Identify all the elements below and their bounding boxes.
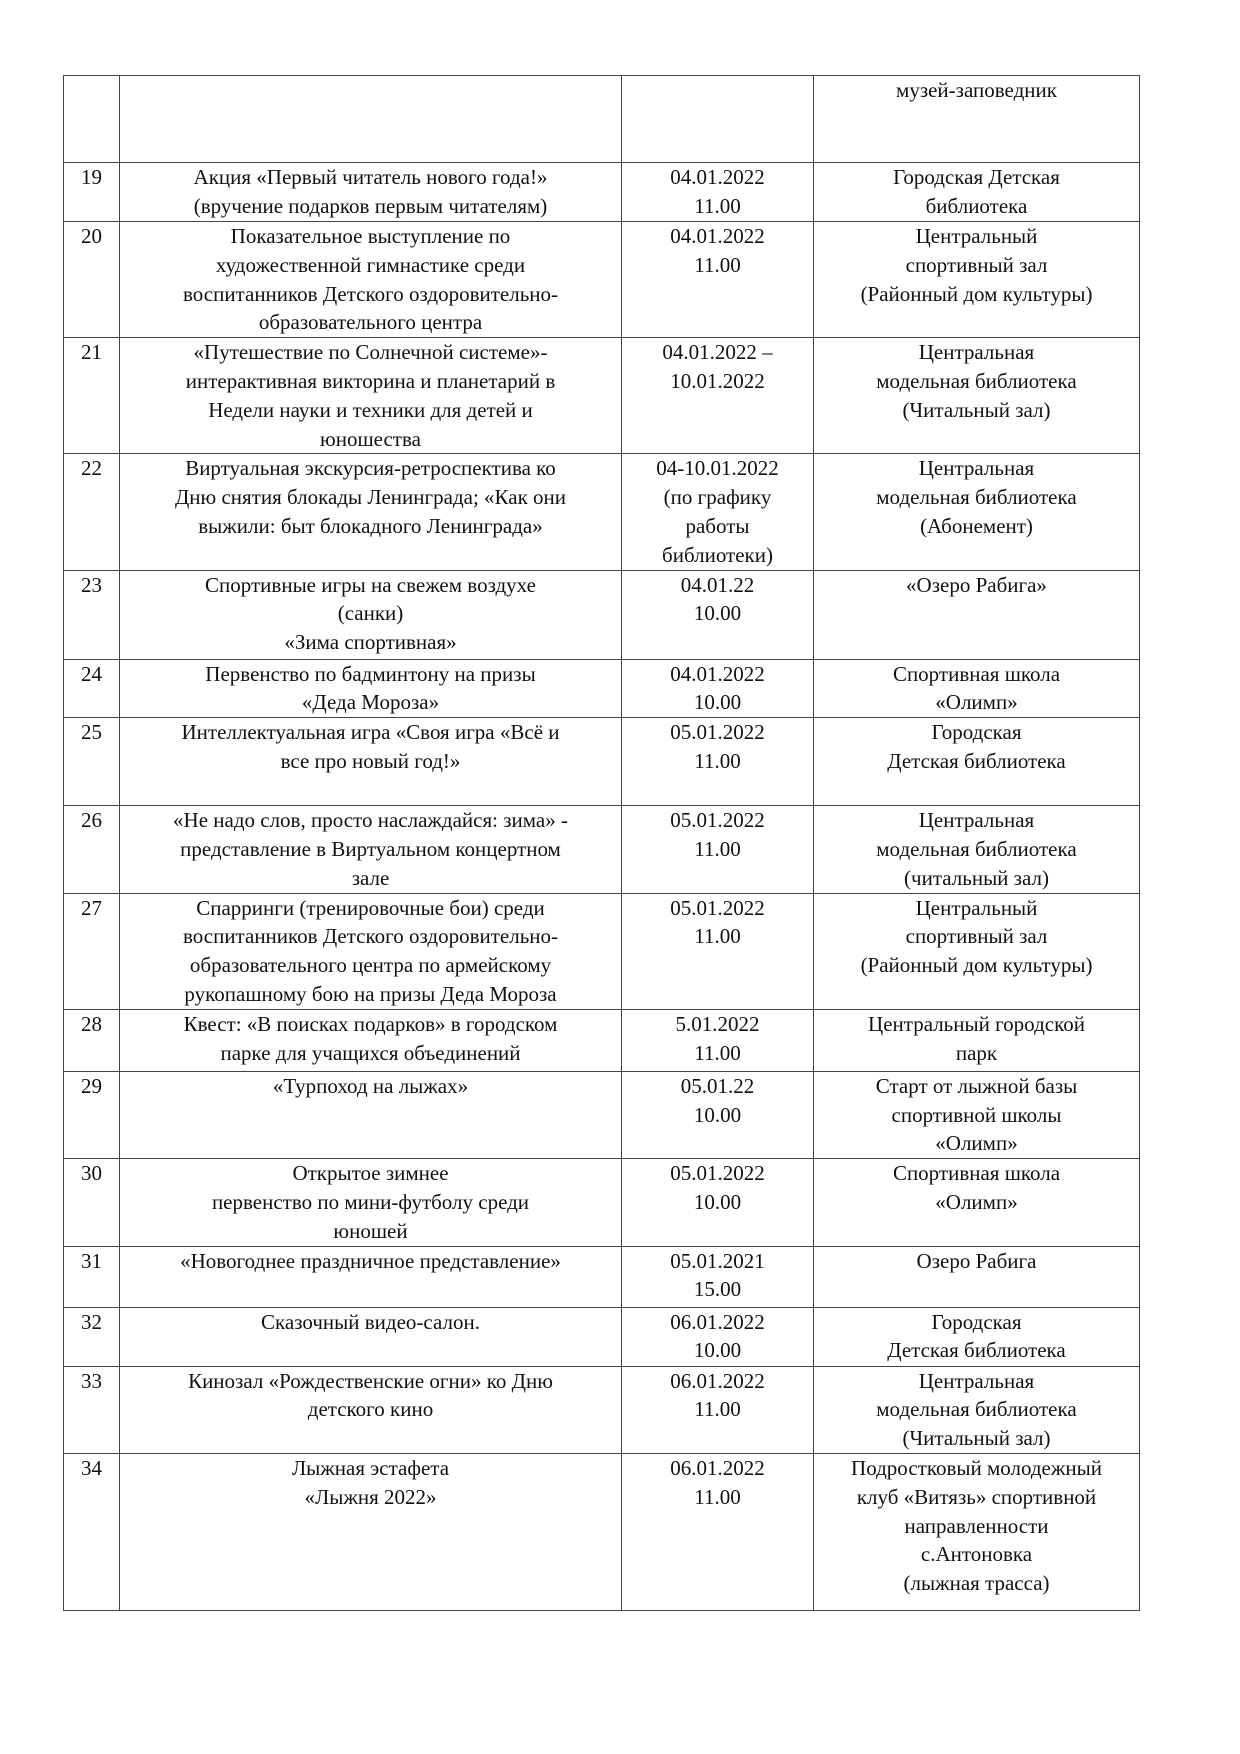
date-line: 05.01.2021 [670, 1248, 765, 1273]
table-row [64, 1071, 1140, 1158]
date-line: 11.00 [694, 836, 741, 861]
date-line: 05.01.22 [680, 1073, 755, 1098]
event-line: Спарринги (тренировочные бои) среди [196, 895, 545, 920]
event-line: Открытое зимнее [292, 1161, 449, 1186]
table-row [64, 222, 1140, 338]
table-row [64, 1453, 1140, 1610]
venue-line: «Олимп» [935, 690, 1018, 715]
row-number-cell: 20 [64, 222, 120, 338]
venue-line: Центральный [915, 895, 1038, 920]
event-cell [120, 1307, 622, 1366]
venue-line: Центральный [915, 224, 1038, 248]
event-cell [120, 1366, 622, 1453]
venue-line: парк [955, 1040, 998, 1065]
venue-line: модельная библиотека [876, 485, 1077, 510]
date-cell [622, 1159, 814, 1246]
row-number-cell: 32 [64, 1307, 120, 1366]
venue-line: спортивной школы [891, 1102, 1062, 1127]
venue-cell [814, 338, 1140, 454]
venue-cell [814, 1159, 1140, 1246]
event-line: Кинозал «Рождественские огни» ко Дню [188, 1368, 553, 1393]
event-line: образовательного центра по армейскому [189, 953, 552, 978]
date-line: 15.00 [693, 1277, 742, 1302]
row-number-cell [64, 76, 120, 163]
venue-line: спортивный зал [905, 924, 1048, 949]
event-cell [120, 1009, 622, 1071]
venue-line: Детская библиотека [887, 748, 1066, 773]
venue-line: (Районный дом культуры) [860, 953, 1093, 978]
venue-cell [814, 570, 1140, 659]
venue-cell [814, 806, 1140, 893]
date-line: 04.01.22 [680, 572, 755, 597]
table-row [64, 659, 1140, 718]
venue-cell [814, 222, 1140, 338]
venue-line: Центральная [918, 340, 1035, 365]
event-line: «Не надо слов, просто наслаждайся: зима» - [173, 808, 568, 833]
date-cell [622, 338, 814, 454]
event-cell [120, 570, 622, 659]
table-row [64, 163, 1140, 222]
venue-line: Городская [931, 720, 1022, 745]
row-number-cell: 26 [64, 806, 120, 893]
date-line: 05.01.2022 [670, 808, 765, 833]
venue-line: Городская [931, 1309, 1022, 1334]
event-cell [120, 1246, 622, 1307]
row-number-cell: 30 [64, 1159, 120, 1246]
venue-line: модельная библиотека [876, 836, 1077, 861]
venue-line: (Абонемент) [920, 513, 1033, 538]
table-row [64, 893, 1140, 1009]
venue-line: модельная библиотека [876, 1397, 1077, 1422]
event-line: зале [351, 865, 390, 890]
venue-line: с.Антоновка [920, 1542, 1033, 1567]
date-line: 05.01.2022 [670, 895, 765, 920]
venue-line: Спортивная школа [892, 661, 1061, 686]
event-line: Виртуальная экскурсия-ретроспектива ко [185, 456, 556, 481]
date-line: 11.00 [694, 924, 741, 949]
venue-cell [814, 1453, 1140, 1610]
venue-cell [814, 1307, 1140, 1366]
event-line: Сказочный видео-салон. [261, 1309, 480, 1334]
date-cell [622, 454, 814, 570]
date-line: 05.01.2022 [670, 1161, 765, 1186]
date-line: 04.01.2022 [670, 224, 765, 248]
event-line: Интеллектуальная игра «Своя игра «Всё и [181, 720, 560, 745]
venue-line: «Озеро Рабига» [906, 572, 1047, 597]
venue-line: Детская библиотека [887, 1338, 1066, 1363]
event-cell [120, 76, 622, 163]
date-line: 10.00 [693, 1102, 742, 1127]
date-line: 04-10.01.2022 [656, 456, 779, 481]
date-line: 11.00 [694, 1040, 741, 1065]
event-line: детского кино [307, 1397, 434, 1422]
venue-cell [814, 76, 1140, 163]
venue-line: Озеро Рабига [916, 1248, 1037, 1273]
event-line: Акция «Первый читатель нового года!» [193, 165, 548, 189]
venue-line: Старт от лыжной базы [875, 1073, 1078, 1098]
event-line: воспитанников Детского оздоровительно- [182, 281, 559, 306]
row-number-cell: 19 [64, 163, 120, 222]
date-cell [622, 1071, 814, 1158]
date-line: 06.01.2022 [670, 1455, 765, 1480]
venue-line: (Читальный зал) [902, 1426, 1051, 1451]
date-line: 06.01.2022 [670, 1309, 765, 1334]
date-line: 04.01.2022 [670, 165, 765, 189]
event-line: (санки) [337, 601, 404, 626]
row-number-cell: 27 [64, 893, 120, 1009]
table-row [64, 338, 1140, 454]
date-line: 11.00 [694, 1484, 741, 1509]
event-line: Первенство по бадминтону на призы [205, 661, 536, 686]
table-row [64, 1366, 1140, 1453]
event-cell [120, 806, 622, 893]
venue-line: музей-заповедник [896, 78, 1057, 102]
event-cell [120, 893, 622, 1009]
event-line: интерактивная викторина и планетарий в [185, 368, 556, 393]
venue-cell [814, 1366, 1140, 1453]
event-line: Показательное выступление по [230, 224, 511, 248]
date-cell [622, 1366, 814, 1453]
event-line: «Путешествие по Солнечной системе»- [193, 340, 548, 365]
event-cell [120, 222, 622, 338]
date-line: (по графику [663, 485, 772, 510]
date-line: 04.01.2022 [670, 661, 765, 686]
row-number-cell: 22 [64, 454, 120, 570]
date-cell [622, 806, 814, 893]
row-number-cell: 33 [64, 1366, 120, 1453]
venue-line: Центральная [918, 456, 1035, 481]
row-number-cell: 24 [64, 659, 120, 718]
venue-line: Спортивная школа [892, 1161, 1061, 1186]
date-cell [622, 76, 814, 163]
event-line: выжили: быт блокадного Ленинграда» [198, 513, 543, 538]
event-cell [120, 163, 622, 222]
date-cell [622, 570, 814, 659]
date-line: 11.00 [694, 193, 741, 218]
event-line: художественной гимнастике среди [215, 252, 526, 277]
table-row [64, 1009, 1140, 1071]
event-cell [120, 718, 622, 806]
event-line: «Деда Мороза» [301, 690, 440, 715]
venue-line: «Олимп» [935, 1131, 1018, 1156]
venue-line: (лыжная трасса) [903, 1571, 1050, 1596]
table-row [64, 570, 1140, 659]
event-line: «Зима спортивная» [284, 630, 457, 655]
event-line: представление в Виртуальном концертном [180, 836, 561, 861]
date-line: 10.01.2022 [670, 368, 765, 393]
venue-line: клуб «Витязь» спортивной [856, 1484, 1097, 1509]
date-line: 11.00 [694, 252, 741, 277]
venue-line: Городская Детская [893, 165, 1060, 189]
row-number-cell: 25 [64, 718, 120, 806]
table-row [64, 806, 1140, 893]
event-line: юношества [320, 426, 421, 451]
table-row [64, 76, 1140, 163]
date-cell [622, 163, 814, 222]
date-line: 11.00 [694, 1397, 741, 1422]
event-line: «Новогоднее праздничное представление» [180, 1248, 561, 1273]
row-number-cell: 28 [64, 1009, 120, 1071]
table-row [64, 1159, 1140, 1246]
date-cell [622, 1246, 814, 1307]
event-line: первенство по мини-футболу среди [211, 1189, 530, 1214]
date-cell [622, 1009, 814, 1071]
event-line: юношей [333, 1218, 408, 1243]
date-line: работы [685, 513, 750, 538]
date-cell [622, 1307, 814, 1366]
row-number-cell: 31 [64, 1246, 120, 1307]
event-cell [120, 338, 622, 454]
event-line: Недели науки и техники для детей и [208, 397, 533, 422]
event-line: все про новый год!» [280, 748, 461, 773]
date-line: 06.01.2022 [670, 1368, 765, 1393]
table-row [64, 454, 1140, 570]
row-number-cell: 29 [64, 1071, 120, 1158]
venue-cell [814, 718, 1140, 806]
event-line: «Лыжня 2022» [304, 1484, 437, 1509]
venue-line: спортивный зал [905, 252, 1048, 277]
venue-line: (Читальный зал) [902, 397, 1051, 422]
event-line: образовательного центра [258, 310, 483, 335]
table-row [64, 1307, 1140, 1366]
event-cell [120, 1159, 622, 1246]
date-line: 5.01.2022 [675, 1011, 760, 1036]
venue-line: направленности [904, 1513, 1049, 1538]
date-cell [622, 659, 814, 718]
row-number-cell: 34 [64, 1453, 120, 1610]
venue-cell [814, 163, 1140, 222]
venue-cell [814, 659, 1140, 718]
event-cell [120, 1453, 622, 1610]
row-number-cell: 23 [64, 570, 120, 659]
event-line: Спортивные игры на свежем воздухе [205, 572, 536, 597]
venue-line: Подростковый молодежный [851, 1455, 1102, 1480]
date-line: 10.00 [693, 690, 742, 715]
date-line: 11.00 [694, 748, 741, 773]
events-table-body [64, 76, 1140, 1611]
date-line: 10.00 [693, 601, 742, 626]
events-table [63, 75, 1140, 1611]
venue-line: (Районный дом культуры) [860, 281, 1093, 306]
date-cell [622, 222, 814, 338]
venue-line: Центральный городской [868, 1011, 1085, 1036]
row-number-cell: 21 [64, 338, 120, 454]
venue-line: Центральная [918, 1368, 1035, 1393]
date-line: 10.00 [693, 1338, 742, 1363]
table-row [64, 1246, 1140, 1307]
date-line: 04.01.2022 – [662, 340, 773, 365]
venue-cell [814, 1009, 1140, 1071]
date-cell [622, 718, 814, 806]
venue-line: библиотека [925, 193, 1028, 218]
event-line: Дню снятия блокады Ленинграда; «Как они [174, 485, 567, 510]
date-cell [622, 893, 814, 1009]
event-cell [120, 454, 622, 570]
event-line: Лыжная эстафета [291, 1455, 450, 1480]
event-line: Квест: «В поисках подарков» в городском [183, 1011, 558, 1036]
date-line: 05.01.2022 [670, 720, 765, 745]
event-line: рукопашному бою на призы Деда Мороза [184, 981, 557, 1006]
event-line: «Турпоход на лыжах» [272, 1073, 469, 1098]
event-cell [120, 659, 622, 718]
date-line: 10.00 [693, 1189, 742, 1214]
date-line: библиотеки) [662, 542, 773, 567]
venue-line: (читальный зал) [904, 865, 1049, 890]
event-cell [120, 1071, 622, 1158]
table-row [64, 718, 1140, 806]
venue-line: модельная библиотека [876, 368, 1077, 393]
venue-cell [814, 1246, 1140, 1307]
event-line: парке для учащихся объединений [220, 1040, 521, 1065]
venue-cell [814, 893, 1140, 1009]
venue-line: «Олимп» [935, 1189, 1018, 1214]
venue-line: Центральная [918, 808, 1035, 833]
event-line: воспитанников Детского оздоровительно- [182, 924, 559, 949]
venue-cell [814, 1071, 1140, 1158]
date-cell [622, 1453, 814, 1610]
event-line: (вручение подарков первым читателям) [193, 193, 548, 218]
venue-cell [814, 454, 1140, 570]
